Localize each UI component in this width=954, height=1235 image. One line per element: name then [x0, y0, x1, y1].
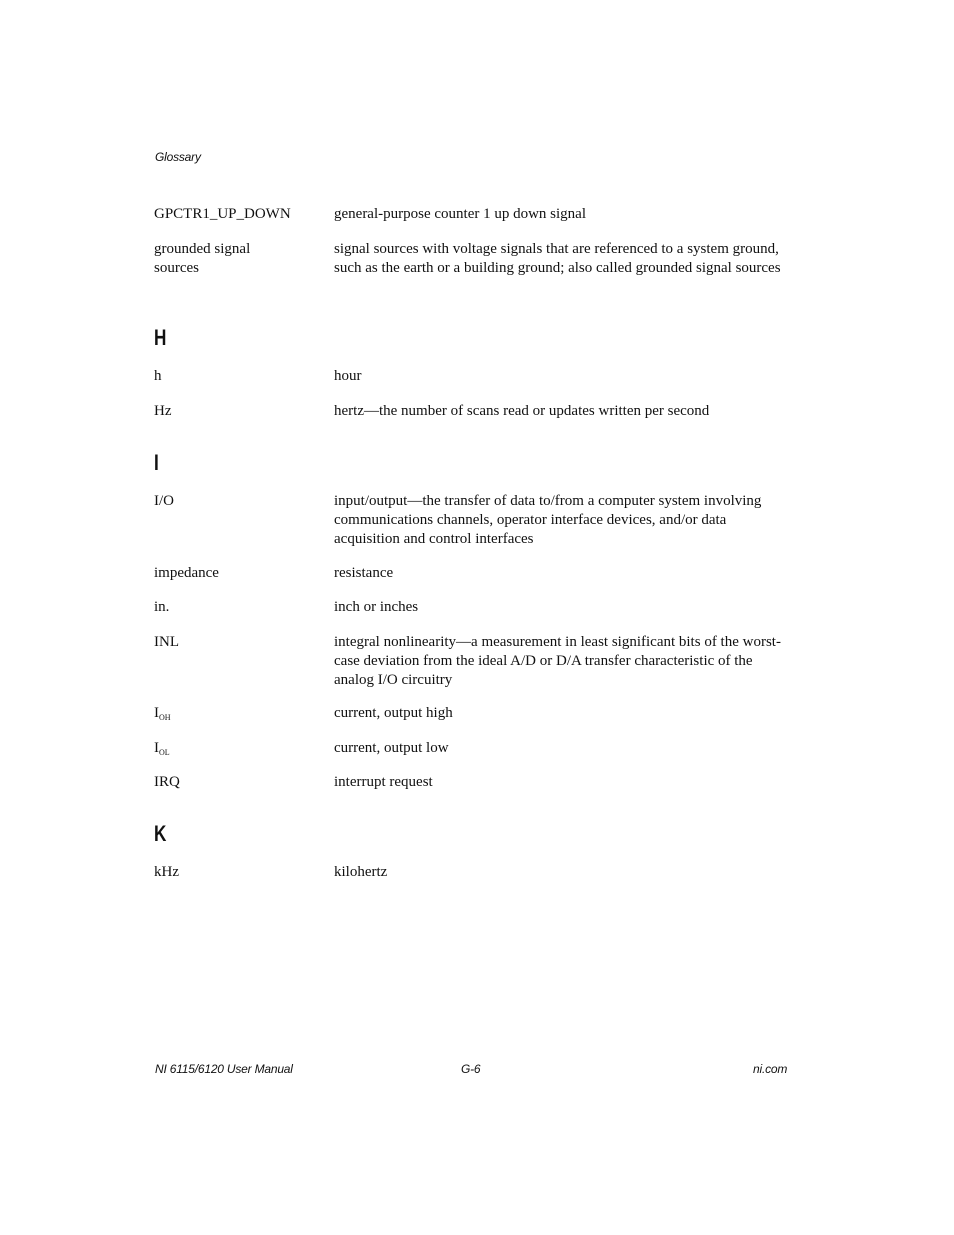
section-letter-k: K: [154, 821, 167, 846]
glossary-definition: integral nonlinearity—a measurement in least significant bits of the worst-case deviation from the ideal A/D or D/A transfer characteristic of the analog I/O circuitry: [334, 634, 781, 688]
glossary-entry: [154, 863, 794, 882]
glossary-term: I/O: [154, 493, 174, 509]
glossary-definition: inch or inches: [334, 599, 419, 615]
glossary-term: Hz: [154, 403, 172, 419]
glossary-entry: [154, 564, 794, 583]
term-subscript: OH: [159, 713, 171, 722]
footer-site: ni.com: [753, 1062, 788, 1076]
glossary-definition: current, output low: [334, 740, 449, 756]
glossary-entry: [154, 773, 794, 792]
glossary-term: [154, 704, 324, 723]
section-letter-h: H: [154, 325, 167, 350]
glossary-term: in.: [154, 599, 170, 615]
glossary-definition: hertz—the number of scans read or updates written per second: [334, 403, 710, 419]
footer-page-number: G-6: [461, 1062, 481, 1076]
term-base: I: [154, 705, 159, 721]
glossary-definition: current, output high: [334, 705, 453, 721]
glossary-definition: kilohertz: [334, 864, 388, 880]
footer-manual-title: NI 6115/6120 User Manual: [155, 1062, 293, 1076]
glossary-entry: [154, 739, 794, 758]
glossary-entry: [154, 704, 794, 723]
glossary-entry: [154, 205, 794, 224]
glossary-entry: [154, 492, 794, 548]
glossary-definition: resistance: [334, 565, 394, 581]
term-base: I: [154, 740, 159, 756]
glossary-definition: input/output—the transfer of data to/from a computer system involving communications channels, operator interface devices, and/or data acquisition and control interfaces: [334, 493, 762, 547]
glossary-entry: [154, 402, 794, 421]
glossary-term: IRQ: [154, 774, 180, 790]
glossary-entry: [154, 598, 794, 617]
glossary-term: grounded signal sources: [154, 241, 251, 276]
glossary-entry: [154, 240, 794, 278]
glossary-definition: signal sources with voltage signals that are referenced to a system ground, such as the earth or a building ground; also called grounded signal sources: [334, 241, 781, 276]
glossary-term: GPCTR1_UP_DOWN: [154, 206, 291, 222]
term-subscript: OL: [159, 748, 170, 757]
running-head: Glossary: [155, 150, 201, 164]
glossary-term: kHz: [154, 864, 179, 880]
glossary-entry: [154, 633, 794, 689]
glossary-term: [154, 739, 324, 758]
glossary-entry: [154, 367, 794, 386]
section-letter-i: I: [154, 450, 159, 475]
glossary-definition: hour: [334, 368, 362, 384]
glossary-term: impedance: [154, 565, 219, 581]
glossary-definition: interrupt request: [334, 774, 433, 790]
glossary-term: h: [154, 368, 162, 384]
glossary-definition: general-purpose counter 1 up down signal: [334, 206, 587, 222]
glossary-term: INL: [154, 634, 179, 650]
